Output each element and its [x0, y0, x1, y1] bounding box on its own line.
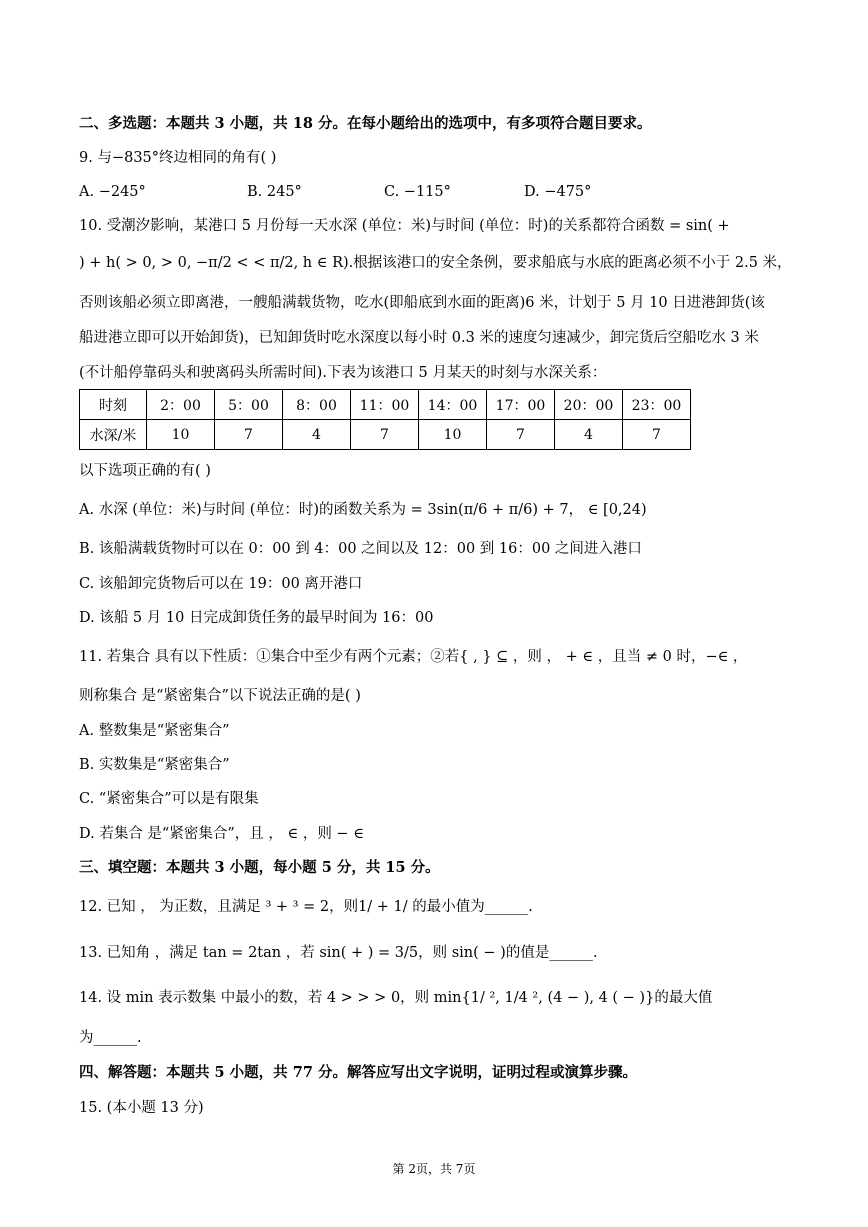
page-footer: 第 2页，共 7页	[392, 1162, 476, 1176]
table-cell: 2：00	[147, 390, 215, 420]
question-11-option-a: A. 整数集是“紧密集合”	[79, 723, 230, 739]
section-3-heading: 三、填空题：本题共 3 小题，每小题 5 分，共 15 分。	[79, 859, 440, 876]
question-11-option-c: C. “紧密集合”可以是有限集	[79, 791, 259, 807]
table-cell: 14：00	[419, 390, 487, 420]
question-10-option-b: B. 该船满载货物时可以在 0：00 到 4：00 之间以及 12：00 到 16：00 之间进入港口	[79, 541, 642, 557]
table-cell: 水深/米	[80, 420, 147, 450]
question-13: 13. 已知角 ，满足 tan = 2tan ，若 sin( + ) = 3/5，则 sin( − )的值是______.	[79, 945, 598, 961]
question-10-prompt: 以下选项正确的有( )	[79, 463, 211, 479]
table-cell: 4	[555, 420, 623, 450]
table-cell: 4	[283, 420, 351, 450]
table-cell: 7	[351, 420, 419, 450]
section-4-heading: 四、解答题：本题共 5 小题，共 77 分。解答应写出文字说明，证明过程或演算步骤。	[79, 1064, 637, 1081]
question-10-line-5: (不计船停靠码头和驶离码头所需时间).下表为该港口 5 月某天的时刻与水深关系：	[79, 365, 607, 381]
question-12: 12. 已知 ， 为正数，且满足 ³ + ³ = 2，则1/ + 1/ 的最小值为______.	[79, 899, 533, 915]
table-cell: 11：00	[351, 390, 419, 420]
table-cell: 8：00	[283, 390, 351, 420]
question-14-line-2: 为______.	[79, 1030, 142, 1046]
question-10-option-d: D. 该船 5 月 10 日完成卸货任务的最早时间为 16：00	[79, 610, 434, 626]
question-10-line-1: 10. 受潮汐影响，某港口 5 月份每一天水深 (单位：米)与时间 (单位：时)的关系都符合函数 = sin( +	[79, 218, 730, 234]
table-cell: 7	[215, 420, 283, 450]
question-15: 15. (本小题 13 分)	[79, 1100, 204, 1116]
question-11-line-1: 11. 若集合 具有以下性质：①集合中至少有两个元素；②若{ , } ⊆ ，则 ， + ∈ ，且当 ≠ 0 时，−∈ ，	[79, 649, 748, 665]
table-row	[80, 420, 691, 450]
option-c: C. −115°	[384, 184, 451, 200]
question-10-line-3: 否则该船必须立即离港，一艘船满载货物，吃水(即船底到水面的距离)6 米，计划于 5 月 10 日进港卸货(该	[79, 295, 765, 311]
table-cell: 10	[419, 420, 487, 450]
question-11-option-b: B. 实数集是“紧密集合”	[79, 757, 230, 773]
option-a: A. −245°	[79, 184, 146, 200]
table-cell: 10	[147, 420, 215, 450]
table-cell: 20：00	[555, 390, 623, 420]
table-cell: 23：00	[623, 390, 691, 420]
question-9-options	[79, 182, 779, 202]
question-10-option-a: A. 水深 (单位：米)与时间 (单位：时)的函数关系为 = 3sin(π/6 + π/6) + 7， ∈ [0,24)	[79, 502, 647, 518]
table-row	[80, 390, 691, 420]
question-9: 9. 与−835°终边相同的角有( )	[79, 150, 277, 166]
question-10-line-2: ) + h( > 0, > 0, −π/2 < < π/2, h ∈ R).根据该港口的安全条例，要求船底与水底的距离必须不小于 2.5 米，	[79, 255, 792, 271]
section-2-heading: 二、多选题：本题共 3 小题，共 18 分。在每小题给出的选项中，有多项符合题目要求。	[79, 115, 652, 132]
question-10-option-c: C. 该船卸完货物后可以在 19：00 离开港口	[79, 576, 363, 592]
table-cell: 7	[623, 420, 691, 450]
table-cell: 17：00	[487, 390, 555, 420]
table-cell: 时刻	[80, 390, 147, 420]
option-d: D. −475°	[524, 184, 592, 200]
table-cell: 7	[487, 420, 555, 450]
question-14-line-1: 14. 设 min 表示数集 中最小的数，若 4 > > > 0，则 min{1/ ², 1/4 ², (4 − ), 4 ( − )}的最大值	[79, 990, 713, 1006]
question-11-option-d: D. 若集合 是“紧密集合”，且 ， ∈ ，则 − ∈	[79, 826, 364, 842]
tide-table	[79, 389, 691, 450]
table-cell: 5：00	[215, 390, 283, 420]
option-b: B. 245°	[247, 184, 302, 200]
question-11-line-2: 则称集合 是“紧密集合”以下说法正确的是( )	[79, 688, 361, 704]
question-10-line-4: 船进港立即可以开始卸货)，已知卸货时吃水深度以每小时 0.3 米的速度匀速减少，卸完货后空船吃水 3 米	[79, 330, 759, 346]
